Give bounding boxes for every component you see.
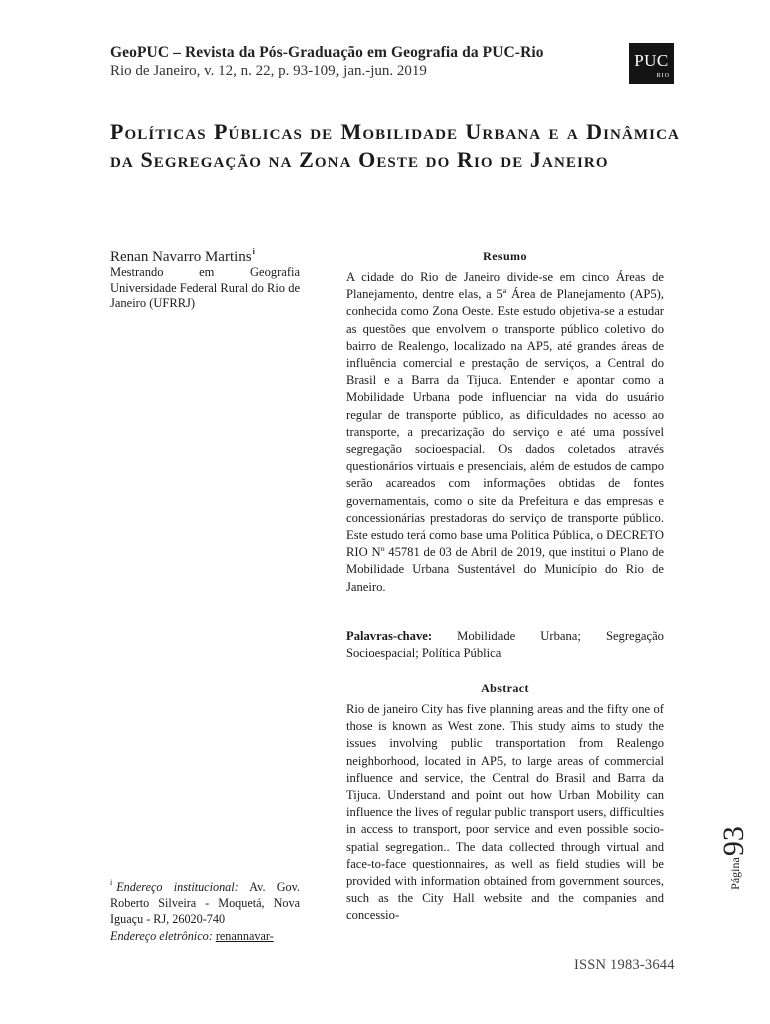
logo-sub-text: RIO <box>656 73 670 79</box>
logo-main-text: PUC <box>634 51 669 70</box>
footnote-address-label: Endereço institucional: <box>116 880 239 894</box>
journal-name: GeoPUC – Revista da Pós-Graduação em Geografia da PUC-Rio <box>110 44 544 61</box>
footnote-email-link[interactable]: renannavar- <box>215 928 274 943</box>
keywords-text: Mobilidade Urbana; Segregação Socioespacial; Política Pública <box>346 629 664 661</box>
author-footnote-mark: i <box>252 247 255 256</box>
puc-rio-logo <box>629 43 674 84</box>
author-footnote <box>110 875 300 944</box>
issue-info: Rio de Janeiro, v. 12, n. 22, p. 93-109, jan.-jun. 2019 <box>110 63 427 79</box>
page-number-value: 93 <box>717 826 750 857</box>
author-affiliation: Mestrando em Geografia Universidade Federal Rural do Rio de Janeiro (UFRRJ) <box>110 265 300 311</box>
resumo-text: A cidade do Rio de Janeiro divide-se em cinco Áreas de Planejamento, dentre elas, a 5ª Área de Planejamento (AP5), conhecida como Zona Oeste. Este estudo objetiva-se a estudar as questões que envolvem o transporte público coletivo do bairro de Realengo, localizado na AP5, até grandes áreas de influência comercial e prestação de serviços, a Central do Brasil e a Barra da Tijuca. Entender e apontar como a Mobilidade Urbana pode influenciar na vida do usuário regular de transporte público, as dificuldades no acesso ao transporte, a precarização do serviço e até uma possível segregação socioespacial. Os dados coletados através questionários virtuais e presenciais, além de estudos de campo serão acareados com informações obtidas de fontes governamentais, como o site da Prefeitura e das empresas e concessionárias prestadoras do serviço de transporte público. Este estudo terá como base uma Politica Pública, o DECRETO RIO Nº 45781 de 03 de Abril de 2019, que institui o Plano de Mobilidade Urbana Sustentável do Município do Rio de Janeiro. <box>346 270 664 594</box>
author-name <box>110 247 255 266</box>
footnote-marker: i <box>110 878 113 887</box>
page-label: Página <box>728 857 742 890</box>
footnote-address: Av. Gov. Roberto Silveira - Moquetá, Nova Iguaçu - RJ, 26020-740 <box>110 880 300 927</box>
resumo-heading: Resumo <box>483 249 527 263</box>
issn: ISSN 1983-3644 <box>574 957 675 973</box>
article-title: Políticas Públicas de Mobilidade Urbana e a Dinâmica da Segregação na Zona Oeste do Rio de Janeiro <box>110 119 680 172</box>
footnote-email-label: Endereço eletrônico: <box>110 928 213 943</box>
abstract-text: Rio de janeiro City has five planning areas and the fifty one of those is known as West zone. This study aims to study the issues involving public transportation from Realengo neighborhood, located in AP5, to large areas of commercial influence and service, the Central do Brasil and Barra da Tijuca. Understand and point out how Urban Mobility can influence the lives of regular public transport users, difficulties in access to transport, poor service and even possible socio-spatial segregation.. The data collected through virtual and face-to-face questionnaires, as well as field studies will be provided with information obtained from government sources, such as the City Hall website and the companies and concessio- <box>346 702 664 923</box>
keywords-label: Palavras-chave: <box>346 629 433 643</box>
author-name-text: Renan Navarro Martins <box>110 249 252 265</box>
page-number <box>704 818 764 898</box>
abstract-heading: Abstract <box>481 681 529 695</box>
keywords <box>346 628 664 662</box>
